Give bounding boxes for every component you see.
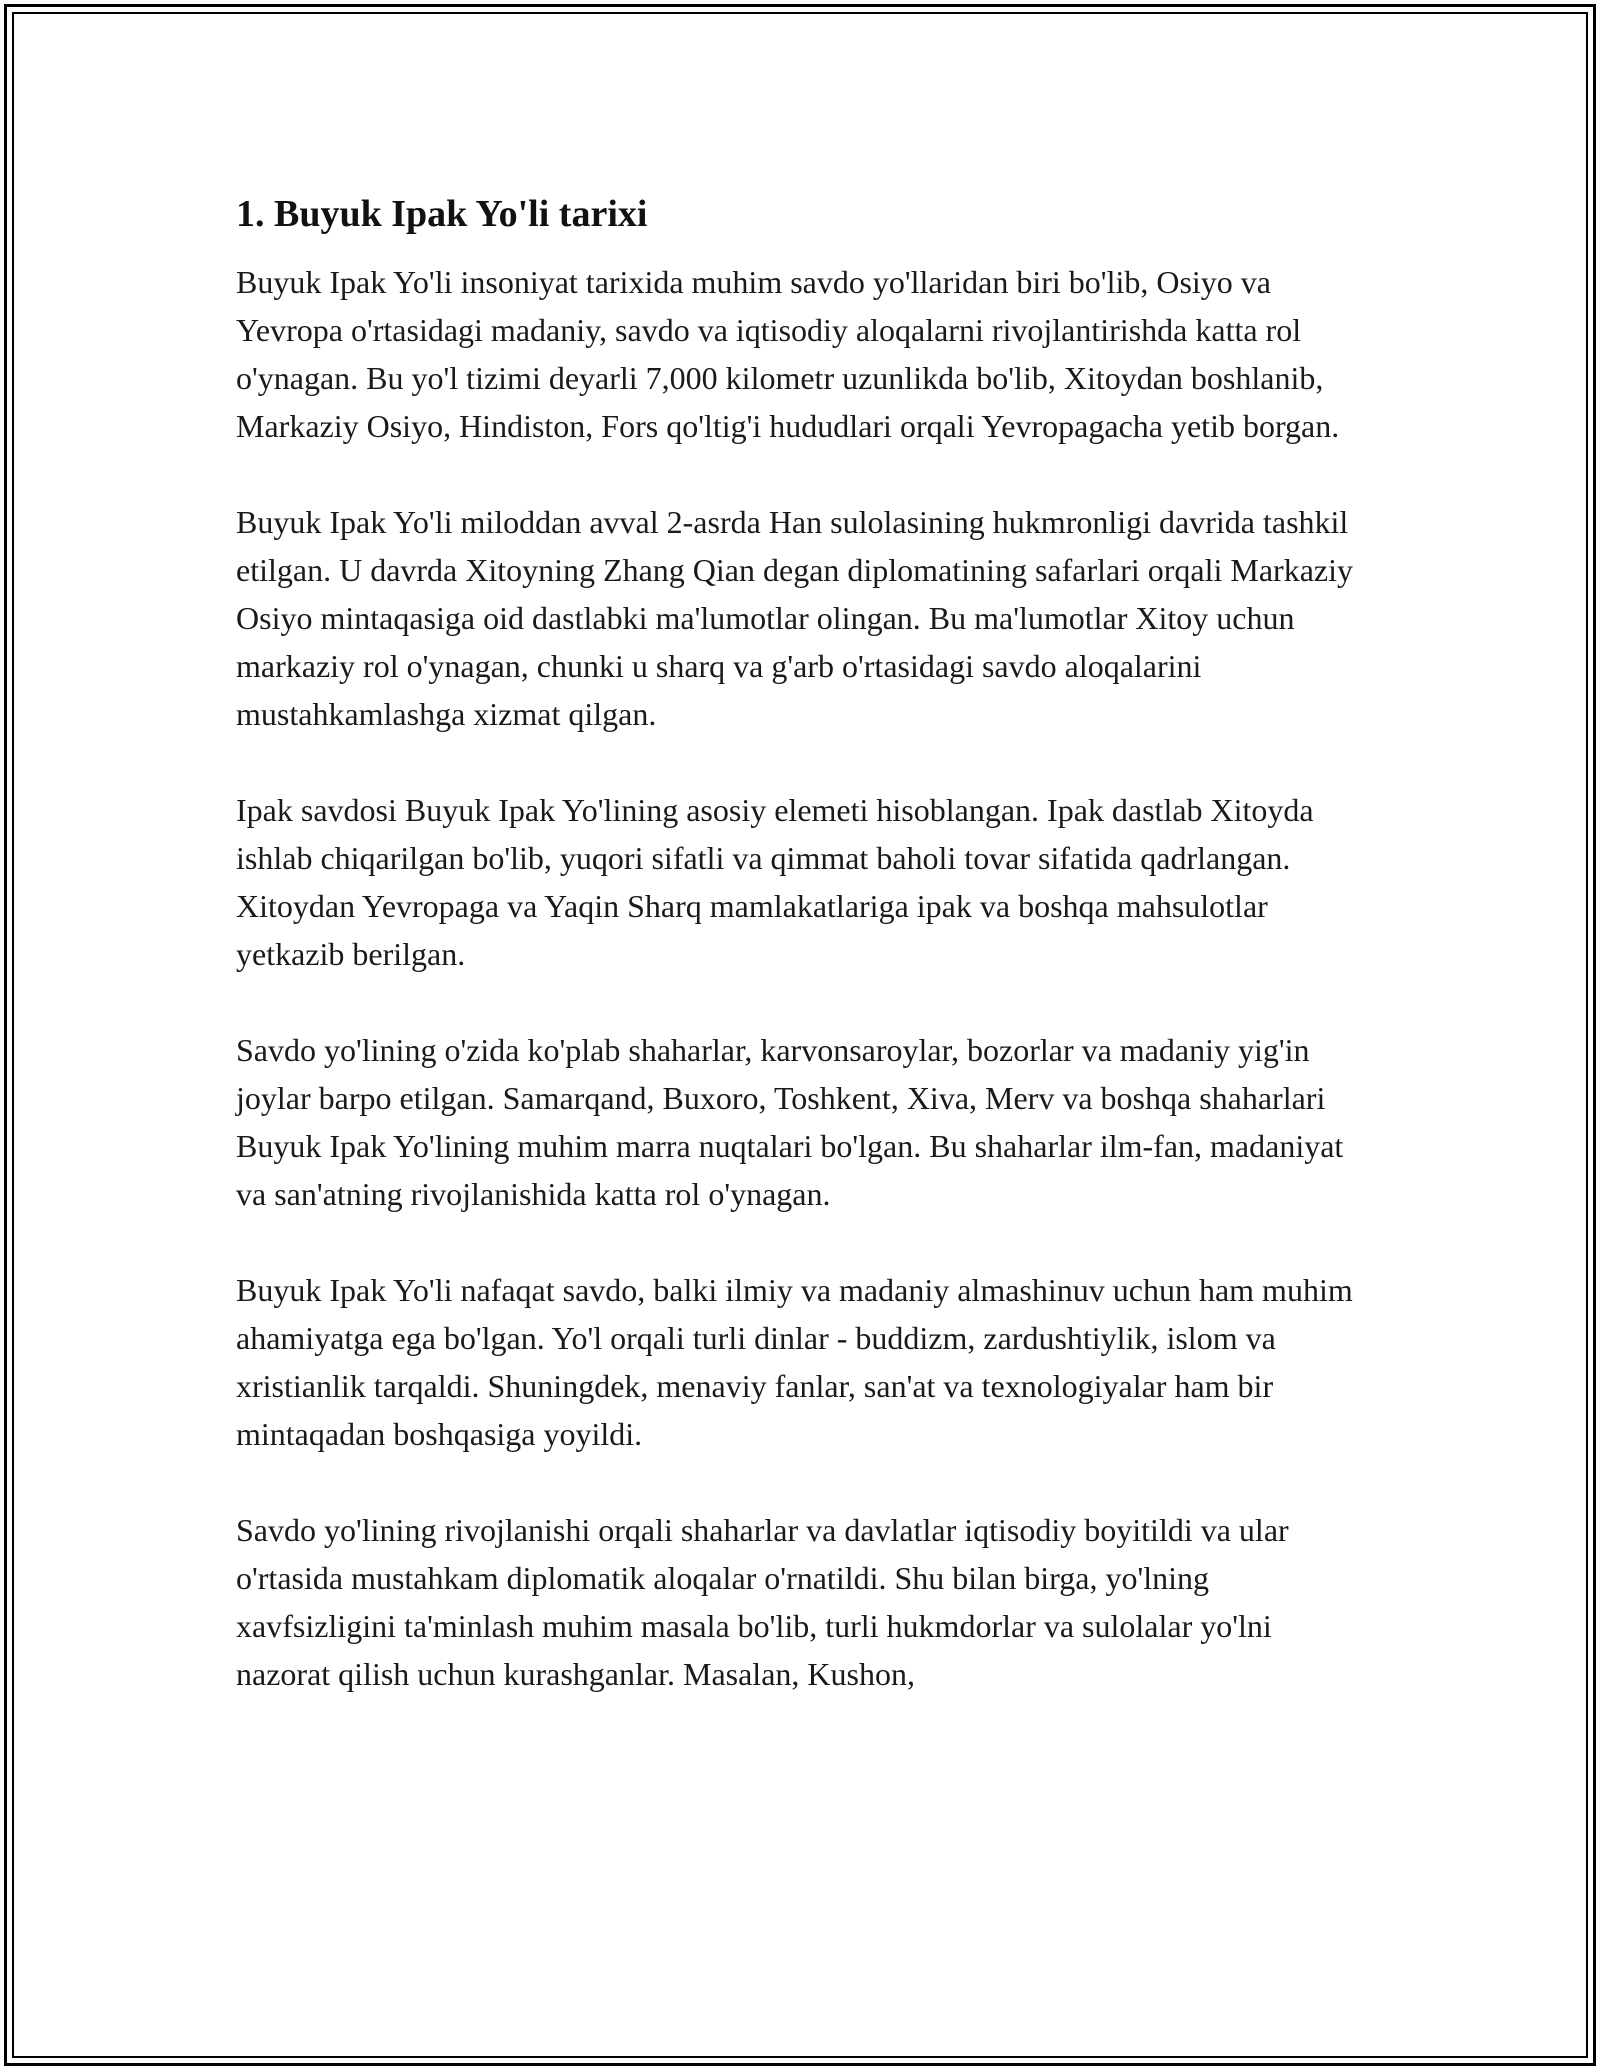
paragraph-4: Savdo yo'lining o'zida ko'plab shaharlar, karvonsaroylar, bozorlar va madaniy yig'in joylar barpo etilgan. Samarqand, Buxoro, Toshkent, Xiva, Merv va boshqa shaharlari Buyuk Ipak Yo'lining muhim marra nuqtalari bo'lgan. Bu shaharlar ilm-fan, madaniyat va san'atning rivojlanishida katta rol o'ynagan.: [236, 1032, 1344, 1212]
paragraph-5: Buyuk Ipak Yo'li nafaqat savdo, balki ilmiy va madaniy almashinuv uchun ham muhim ahamiyatga ega bo'lgan. Yo'l orqali turli dinlar - buddizm, zardushtiylik, islom va xristianlik tarqaldi. Shuningdek, menaviy fanlar, san'at va texnologiyalar ham bir mintaqadan boshqasiga yoyildi.: [236, 1272, 1353, 1452]
document-body: [236, 186, 1364, 1698]
paragraph-6: Savdo yo'lining rivojlanishi orqali shaharlar va davlatlar iqtisodiy boyitildi va ular o'rtasida mustahkam diplomatik aloqalar o'rnatildi. Shu bilan birga, yo'lning xavfsizligini ta'minlash muhim masala bo'lib, turli hukmdorlar va sulolalar yo'lni nazorat qilish uchun kurashganlar. Masalan, Kushon,: [236, 1512, 1289, 1692]
paragraph-2: Buyuk Ipak Yo'li miloddan avval 2-asrda Han sulolasining hukmronligi davrida tashkil etilgan. U davrda Xitoyning Zhang Qian degan diplomatining safarlari orqali Markaziy Osiyo mintaqasiga oid dastlabki ma'lumotlar olingan. Bu ma'lumotlar Xitoy uchun markaziy rol o'ynagan, chunki u sharq va g'arb o'rtasidagi savdo aloqalarini mustahkamlashga xizmat qilgan.: [236, 504, 1353, 732]
paragraph-1: Buyuk Ipak Yo'li insoniyat tarixida muhim savdo yo'llaridan biri bo'lib, Osiyo va Yevropa o'rtasidagi madaniy, savdo va iqtisodiy aloqalarni rivojlantirishda katta rol o'ynagan. Bu yo'l tizimi deyarli 7,000 kilometr uzunlikda bo'lib, Xitoydan boshlanib, Markaziy Osiyo, Hindiston, Fors qo'ltig'i hududlari orqali Yevropagacha yetib borgan.: [236, 264, 1340, 444]
section-heading: 1. Buyuk Ipak Yo'li tarixi: [236, 193, 648, 235]
paragraph-3: Ipak savdosi Buyuk Ipak Yo'lining asosiy elemeti hisoblangan. Ipak dastlab Xitoyda ishlab chiqarilgan bo'lib, yuqori sifatli va qimmat baholi tovar sifatida qadrlangan. Xitoydan Yevropaga va Yaqin Sharq mamlakatlariga ipak va boshqa mahsulotlar yetkazib berilgan.: [236, 792, 1314, 972]
